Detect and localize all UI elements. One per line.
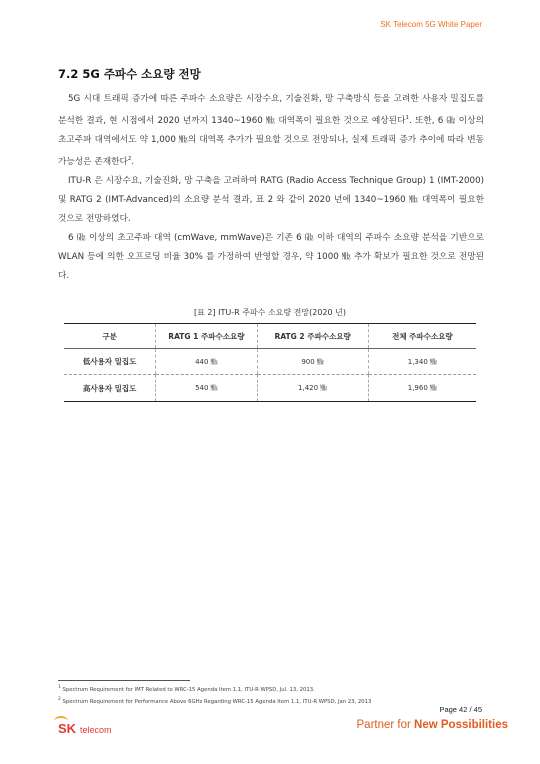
page-number: Page 42 / 45: [439, 705, 482, 714]
footnote-2: [58, 697, 371, 705]
paragraph-1-part-a: 5G 시대 트래픽 증가에 따른 주파수 소요량은 시장수요, 기술진화, 망 구축방식 등을 고려한 사용자 밀집도를 분석한 결과, 현 시점에서 2020 년까지 1340~1960 ㎒ 대역폭이 필요한 것으로 예상된다: [58, 94, 484, 126]
tagline-part-b: New Possibilities: [414, 719, 508, 731]
footnote-ref-2[interactable]: 2: [127, 155, 132, 162]
footnote-divider: [58, 680, 190, 681]
paragraph-1: [58, 90, 484, 172]
section-title: 7.2 5G 주파수 소요량 전망: [58, 67, 201, 81]
header-title: SK Telecom 5G White Paper: [380, 20, 482, 29]
footnote-1-text: Spectrum Requirement for IMT Related to WRC-15 Agenda Item 1.1, ITU-R WPSD, Jul. 13, 2013.: [62, 686, 315, 693]
table-header-cell: 전체 주파수소요량: [368, 324, 476, 349]
paragraph-3: 6 ㎓ 이상의 초고주파 대역 (cmWave, mmWave)은 기존 6 ㎓ 이하 대역의 주파수 소요량 분석을 기반으로 WLAN 등에 의한 오프로딩 비율 30% 를 가정하여 반영할 경우, 약 1000 ㎒ 추가 확보가 필요한 것으로 전망된다.: [58, 232, 484, 281]
footnote-2-mark: 2: [58, 697, 61, 702]
body-text: [58, 90, 484, 286]
paragraph-2: ITU-R 은 시장수요, 기술진화, 망 구축을 고려하여 RATG (Radio Access Technique Group) 1 (IMT-2000) 및 RATG 2 (IMT-Advanced)의 소요량 분석 결과, 표 2 와 같이 2020 년에 1340~1960 ㎒ 대역폭이 필요한 것으로 전망하였다.: [58, 175, 484, 224]
logo-sk-text: SK: [58, 721, 77, 736]
table-cell: 1,420 ㎒: [257, 375, 368, 402]
footnote-1-mark: 1: [58, 685, 61, 690]
spectrum-table: [64, 323, 476, 402]
table-header-cell: RATG 1 주파수소요량: [156, 324, 257, 349]
table-cell: 低사용자 밀집도: [64, 349, 156, 375]
table-header-cell: RATG 2 주파수소요량: [257, 324, 368, 349]
table-cell: 1,960 ㎒: [368, 375, 476, 402]
table-row: [64, 349, 476, 375]
footer-tagline: [357, 719, 508, 731]
table-header-row: [64, 324, 476, 349]
footnote-ref-1[interactable]: 1: [405, 115, 409, 121]
table-cell: 高사용자 밀집도: [64, 375, 156, 402]
table-cell: 900 ㎒: [257, 349, 368, 375]
footnote-2-text: Spectrum Requirement for Performance Above 6GHz Regarding WRC-15 Agenda Item 1.1, ITU-R WPSD, Jan 23, 2013: [62, 698, 372, 705]
table-cell: 540 ㎒: [156, 375, 257, 402]
table-row: [64, 375, 476, 402]
table-header-cell: 구분: [64, 324, 156, 349]
sk-telecom-logo: [58, 720, 128, 738]
paragraph-1-part-c: .: [131, 156, 135, 167]
paragraph-1-part-b: . 또한, 6 ㎓ 이상의 초고주파 대역에서도 약 1,000 ㎒의 대역폭 추가가 필요할 것으로 전망되나, 실제 트래픽 증가 추이에 따라 변동 가능성은 존재한다: [58, 115, 484, 167]
footnote-1: [58, 685, 315, 693]
table-caption: [표 2] ITU-R 주파수 소요량 전망(2020 년): [193, 308, 347, 317]
table-cell: 1,340 ㎒: [368, 349, 476, 375]
tagline-part-a: Partner for: [356, 719, 415, 731]
logo-telecom-text: telecom: [80, 725, 112, 735]
table-cell: 440 ㎒: [156, 349, 257, 375]
